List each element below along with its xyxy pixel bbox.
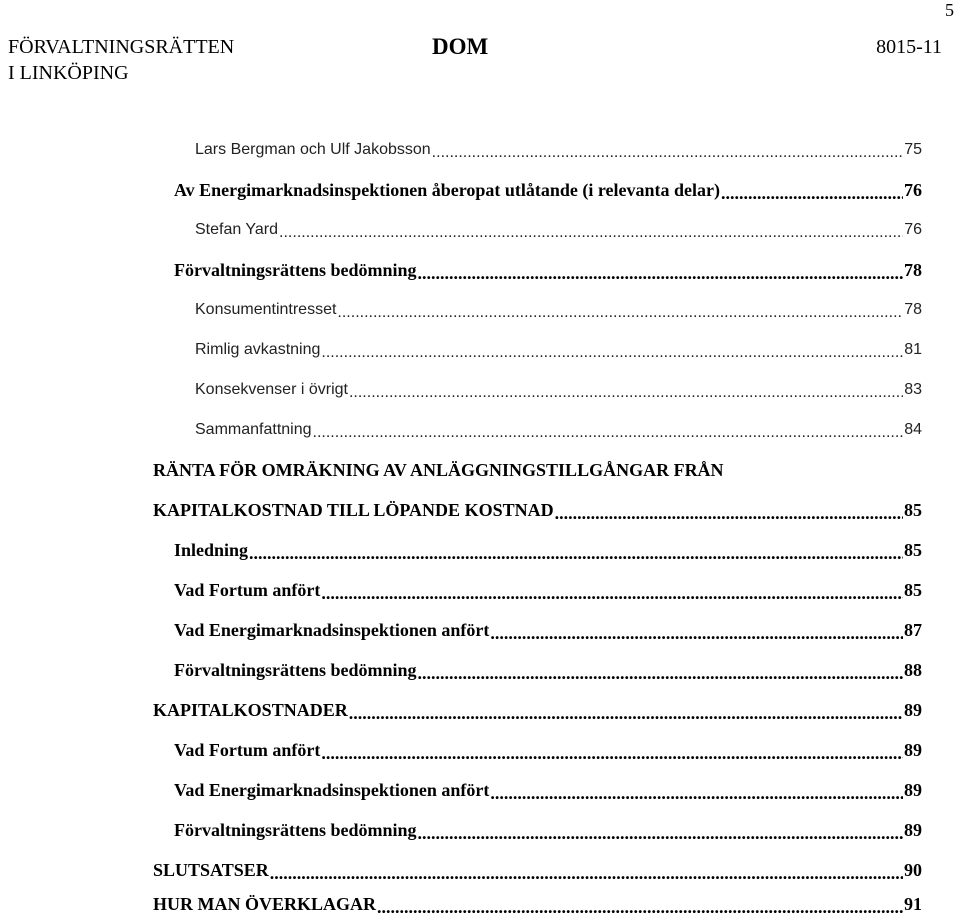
toc-entry-page: 75 bbox=[904, 141, 922, 158]
toc-entry[interactable] bbox=[174, 170, 922, 210]
dot-leader bbox=[490, 783, 903, 804]
toc-entry[interactable] bbox=[195, 210, 922, 250]
toc-entry-page: 84 bbox=[904, 421, 922, 438]
toc-entry-page: 78 bbox=[904, 301, 922, 318]
toc-entry-page: 91 bbox=[904, 893, 922, 914]
toc-entry-title: Inledning bbox=[174, 539, 249, 560]
toc-entry-page: 76 bbox=[904, 221, 922, 238]
toc-entry-title: Sammanfattning bbox=[195, 421, 312, 438]
toc-entry[interactable] bbox=[153, 690, 922, 730]
toc-entry-title: Vad Energimarknadsinspektionen anfört bbox=[174, 779, 490, 800]
toc-entry-page: 85 bbox=[904, 539, 922, 560]
toc-entry[interactable] bbox=[195, 130, 922, 170]
toc-entry-title: Förvaltningsrättens bedömning bbox=[174, 659, 417, 680]
dot-leader bbox=[321, 344, 903, 362]
dot-leader bbox=[321, 583, 903, 604]
dot-leader bbox=[313, 424, 904, 442]
dot-leader bbox=[418, 263, 903, 284]
toc-entry[interactable] bbox=[195, 290, 922, 330]
document-header bbox=[8, 34, 942, 88]
toc-entry-title: Av Energimarknadsinspektionen åberopat utlåtande (i relevanta delar) bbox=[174, 179, 721, 200]
dot-leader bbox=[279, 224, 903, 242]
court-name-line2: I LINKÖPING bbox=[8, 62, 129, 84]
dot-leader bbox=[349, 384, 903, 402]
toc-entry[interactable] bbox=[174, 810, 922, 850]
toc-entry-page: 83 bbox=[904, 381, 922, 398]
toc-entry-title: Vad Fortum anfört bbox=[174, 739, 321, 760]
toc-entry-page: 85 bbox=[904, 499, 922, 520]
toc-entry-title: Stefan Yard bbox=[195, 221, 279, 238]
court-name-line1: FÖRVALTNINGSRÄTTEN bbox=[8, 36, 235, 58]
toc-entry-title: KAPITALKOSTNADER bbox=[153, 699, 348, 720]
toc-entry-page: 89 bbox=[904, 779, 922, 800]
dot-leader bbox=[377, 897, 903, 918]
toc-entry[interactable] bbox=[195, 370, 922, 410]
court-name bbox=[8, 34, 234, 86]
toc-entry-title: KAPITALKOSTNAD TILL LÖPANDE KOSTNAD bbox=[153, 499, 554, 520]
toc-entry-title: Konsumentintresset bbox=[195, 301, 337, 318]
toc-entry-title: Vad Fortum anfört bbox=[174, 579, 321, 600]
toc-entry[interactable] bbox=[153, 884, 922, 924]
toc-entry-page: 85 bbox=[904, 579, 922, 600]
toc-entry-title: SLUTSATSER bbox=[153, 859, 269, 880]
toc-entry[interactable] bbox=[153, 490, 922, 530]
document-type: DOM bbox=[432, 34, 489, 59]
toc-entry-page: 89 bbox=[904, 699, 922, 720]
toc-entry-page: 81 bbox=[904, 341, 922, 358]
toc-entry-page: 90 bbox=[904, 859, 922, 880]
toc-entry-title: Konsekvenser i övrigt bbox=[195, 381, 348, 398]
toc-entry[interactable] bbox=[174, 570, 922, 610]
toc-entry-page: 89 bbox=[904, 739, 922, 760]
dot-leader bbox=[490, 623, 903, 644]
toc-entry[interactable] bbox=[174, 770, 922, 810]
toc-entry[interactable] bbox=[195, 410, 922, 450]
toc-entry[interactable] bbox=[174, 250, 922, 290]
dot-leader bbox=[418, 823, 903, 844]
toc-entry[interactable] bbox=[195, 330, 922, 370]
toc-entry[interactable] bbox=[174, 610, 922, 650]
dot-leader bbox=[337, 304, 903, 322]
toc-entry[interactable] bbox=[174, 650, 922, 690]
toc-entry-page: 76 bbox=[904, 179, 922, 200]
toc-entry-page: 87 bbox=[904, 619, 922, 640]
dot-leader bbox=[418, 663, 903, 684]
dot-leader bbox=[349, 703, 903, 724]
toc-entry-title: Vad Energimarknadsinspektionen anfört bbox=[174, 619, 490, 640]
case-number: 8015-11 bbox=[876, 36, 942, 58]
toc-entry-page: 78 bbox=[904, 259, 922, 280]
page-number: 5 bbox=[945, 0, 954, 20]
toc-entry-title: Lars Bergman och Ulf Jakobsson bbox=[195, 141, 431, 158]
toc-entry-title: HUR MAN ÖVERKLAGAR bbox=[153, 893, 376, 914]
toc-entry-page: 88 bbox=[904, 659, 922, 680]
toc-heading-line[interactable] bbox=[153, 450, 724, 490]
toc-entry[interactable] bbox=[174, 730, 922, 770]
dot-leader bbox=[555, 503, 903, 524]
dot-leader bbox=[249, 543, 903, 564]
dot-leader bbox=[321, 743, 903, 764]
dot-leader bbox=[721, 183, 903, 204]
toc-entry-page: 89 bbox=[904, 819, 922, 840]
toc-entry[interactable] bbox=[174, 530, 922, 570]
toc-entry-title: RÄNTA FÖR OMRÄKNING AV ANLÄGGNINGSTILLGÅNGAR FRÅN bbox=[153, 459, 724, 480]
toc-entry-title: Förvaltningsrättens bedömning bbox=[174, 819, 417, 840]
toc-entry-title: Rimlig avkastning bbox=[195, 341, 321, 358]
dot-leader bbox=[270, 863, 903, 884]
toc-entry-title: Förvaltningsrättens bedömning bbox=[174, 259, 417, 280]
dot-leader bbox=[432, 144, 904, 162]
